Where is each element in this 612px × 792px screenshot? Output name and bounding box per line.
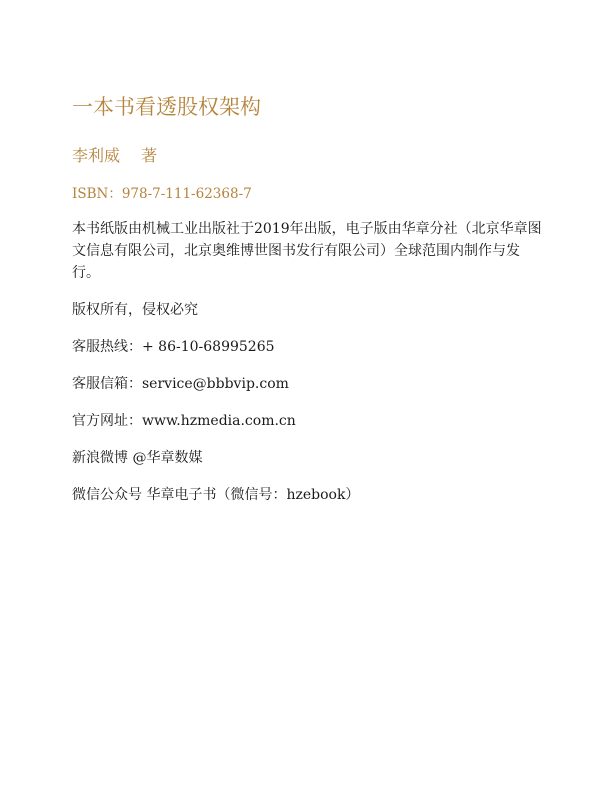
customer-hotline: 客服热线：+ 86-10-68995265 bbox=[72, 339, 275, 355]
wechat-account: 微信公众号 华章电子书（微信号：hzebook） bbox=[72, 487, 360, 503]
weibo-account: 新浪微博 @华章数媒 bbox=[72, 450, 203, 466]
publication-note: 本书纸版由机械工业出版社于2019年出版，电子版由华章分社（北京华章图文信息有限公司，北京奥维博世图书发行有限公司）全球范围内制作与发行。 bbox=[72, 221, 542, 281]
copyright-notice: 版权所有，侵权必究 bbox=[72, 302, 198, 318]
copyright-page bbox=[72, 92, 544, 521]
official-website: 官方网址：www.hzmedia.com.cn bbox=[72, 413, 296, 429]
book-title: 一本书看透股权架构 bbox=[72, 95, 261, 119]
isbn: ISBN：978-7-111-62368-7 bbox=[72, 186, 252, 202]
book-author: 李利威 著 bbox=[72, 146, 158, 165]
customer-email: 客服信箱：service@bbbvip.com bbox=[72, 376, 289, 392]
